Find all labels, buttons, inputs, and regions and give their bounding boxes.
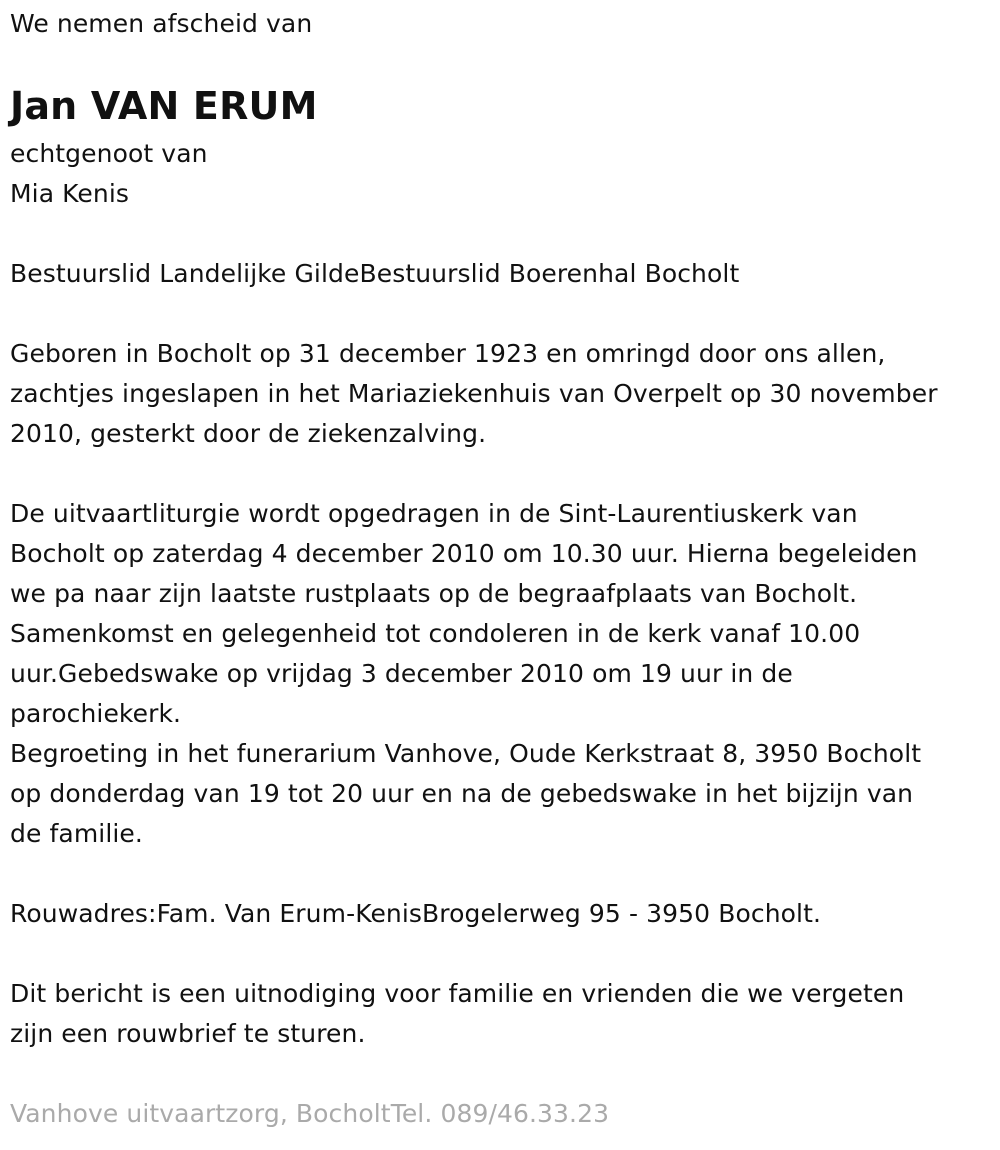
paragraph-line: zijn een rouwbrief te sturen. — [10, 1019, 366, 1048]
funeral-paragraph — [10, 494, 921, 854]
paragraph-line: De uitvaartliturgie wordt opgedragen in de Sint-Laurentiuskerk van — [10, 499, 858, 528]
paragraph-line: Dit bericht is een uitnodiging voor familie en vrienden die we vergeten — [10, 979, 905, 1008]
paragraph-line: op donderdag van 19 tot 20 uur en na de gebedswake in het bijzijn van — [10, 779, 914, 808]
paragraph-line: zachtjes ingeslapen in het Mariaziekenhuis van Overpelt op 30 november — [10, 379, 938, 408]
paragraph-line: parochiekerk. — [10, 699, 182, 728]
roles-block — [10, 254, 739, 294]
paragraph-line: Geboren in Bocholt op 31 december 1923 en omringd door ons allen, — [10, 339, 886, 368]
address-text: Rouwadres:Fam. Van Erum-KenisBrogelerweg 95 - 3950 Bocholt. — [10, 899, 822, 928]
paragraph-line: de familie. — [10, 819, 143, 848]
roles-text: Bestuurslid Landelijke GildeBestuurslid Boerenhal Bocholt — [10, 259, 740, 288]
birth-paragraph — [10, 334, 938, 454]
paragraph-line: Begroeting in het funerarium Vanhove, Oude Kerkstraat 8, 3950 Bocholt — [10, 739, 922, 768]
funeral-home-footer — [10, 1094, 609, 1134]
paragraph-line: Samenkomst en gelegenheid tot condoleren in de kerk vanaf 10.00 — [10, 619, 861, 648]
paragraph-line: 2010, gesterkt door de ziekenzalving. — [10, 419, 487, 448]
invitation-paragraph — [10, 974, 904, 1054]
intro-text: We nemen afscheid van — [10, 9, 313, 38]
spouse-relation: echtgenoot van — [10, 139, 208, 168]
paragraph-line: we pa naar zijn laatste rustplaats op de begraafplaats van Bocholt. — [10, 579, 858, 608]
mourning-address — [10, 894, 821, 934]
paragraph-line: Bocholt op zaterdag 4 december 2010 om 10.30 uur. Hierna begeleiden — [10, 539, 918, 568]
footer-text: Vanhove uitvaartzorg, BocholtTel. 089/46.33.23 — [10, 1099, 610, 1128]
paragraph-line: uur.Gebedswake op vrijdag 3 december 2010 om 19 uur in de — [10, 659, 793, 688]
spouse-block — [10, 134, 208, 214]
spouse-name: Mia Kenis — [10, 179, 130, 208]
deceased-name: Jan VAN ERUM — [10, 84, 318, 128]
